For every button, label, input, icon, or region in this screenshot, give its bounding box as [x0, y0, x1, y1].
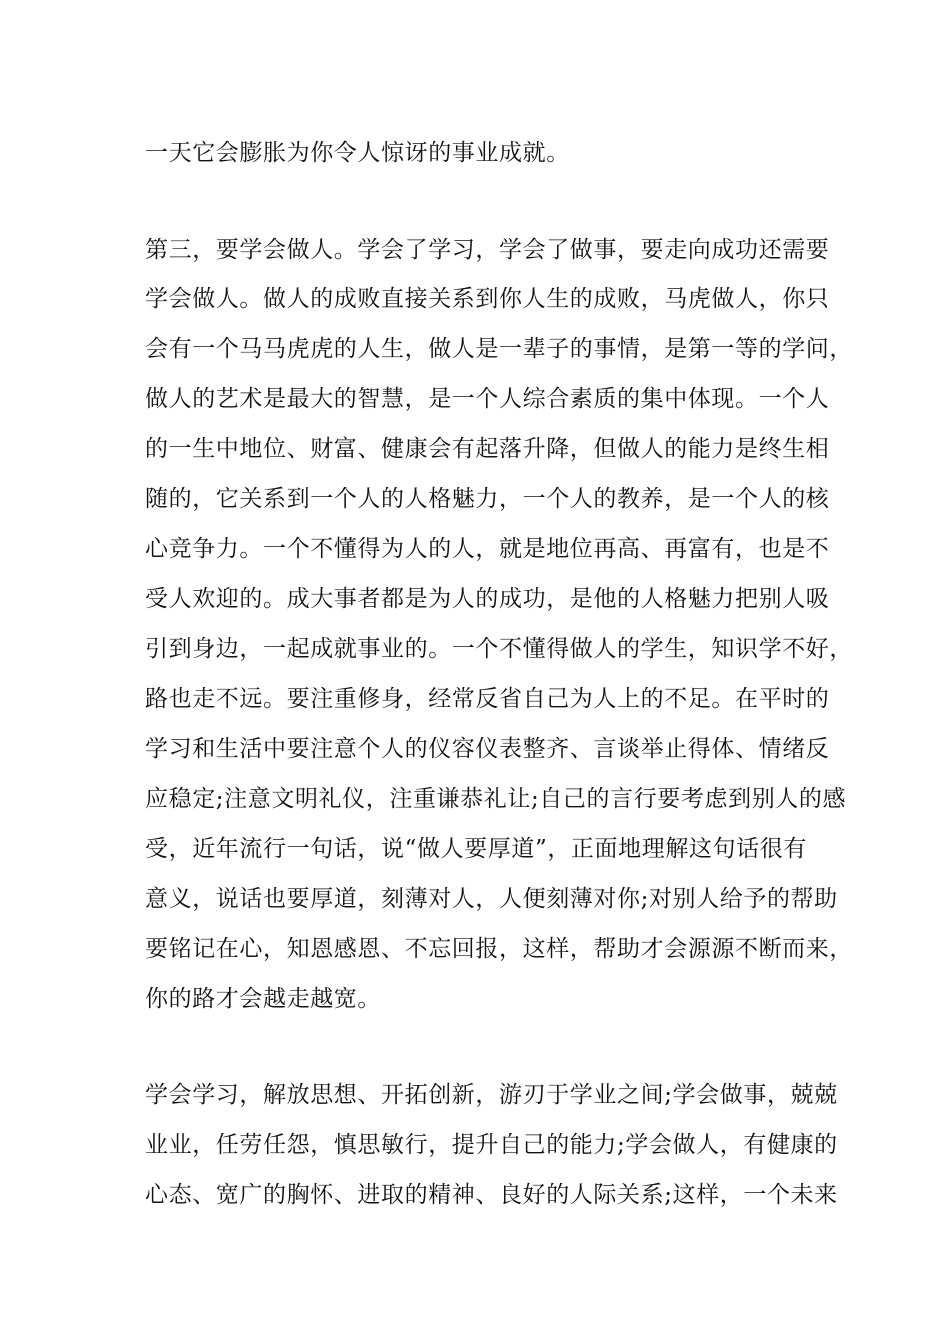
paragraph-3-line-1: 学会学习，解放思想、开拓创新，游刃于学业之间;学会做事，兢兢	[145, 1082, 838, 1108]
paragraph-2-line-5: 的一生中地位、财富、健康会有起落升降，但做人的能力是终生相	[145, 436, 830, 462]
paragraph-2-line-12: 应稳定;注意文明礼仪，注重谦恭礼让;自己的言行要考虑到别人的感	[145, 786, 847, 812]
paragraph-2-line-9: 引到身边，一起成就事业的。一个不懂得做人的学生，知识学不好，	[145, 636, 853, 662]
paragraph-3-line-2: 业业，任劳任怨，慎思敏行，提升自己的能力;学会做人，有健康的	[145, 1132, 838, 1158]
paragraph-3-line-3: 心态、宽广的胸怀、进取的精神、良好的人际关系;这样，一个未来	[145, 1182, 838, 1208]
paragraph-2-line-7: 心竞争力。一个不懂得为人的人，就是地位再高、再富有，也是不	[145, 536, 830, 562]
paragraph-1-line-1: 一天它会膨胀为你令人惊讶的事业成就。	[145, 140, 570, 166]
paragraph-2-line-11: 学习和生活中要注意个人的仪容仪表整齐、言谈举止得体、情绪反	[145, 736, 830, 762]
paragraph-2-line-10: 路也走不远。要注重修身，经常反省自己为人上的不足。在平时的	[145, 686, 830, 712]
paragraph-2-line-1: 第三，要学会做人。学会了学习，学会了做事，要走向成功还需要	[145, 237, 830, 263]
paragraph-2-line-2: 学会做人。做人的成败直接关系到你人生的成败，马虎做人，你只	[145, 286, 830, 312]
paragraph-2-line-13: 受，近年流行一句话，说“做人要厚道”，正面地理解这句话很有	[145, 836, 807, 862]
paragraph-2-line-14: 意义，说话也要厚道，刻薄对人，人便刻薄对你;对别人给予的帮助	[145, 886, 838, 912]
paragraph-2-line-3: 会有一个马马虎虎的人生，做人是一辈子的事情，是第一等的学问，	[145, 336, 853, 362]
paragraph-2-line-6: 随的，它关系到一个人的人格魅力，一个人的教养，是一个人的核	[145, 486, 830, 512]
paragraph-2-line-16: 你的路才会越走越宽。	[145, 986, 381, 1012]
paragraph-2-line-8: 受人欢迎的。成大事者都是为人的成功，是他的人格魅力把别人吸	[145, 586, 830, 612]
paragraph-2-line-4: 做人的艺术是最大的智慧，是一个人综合素质的集中体现。一个人	[145, 386, 830, 412]
paragraph-2-line-15: 要铭记在心，知恩感恩、不忘回报，这样，帮助才会源源不断而来，	[145, 936, 853, 962]
